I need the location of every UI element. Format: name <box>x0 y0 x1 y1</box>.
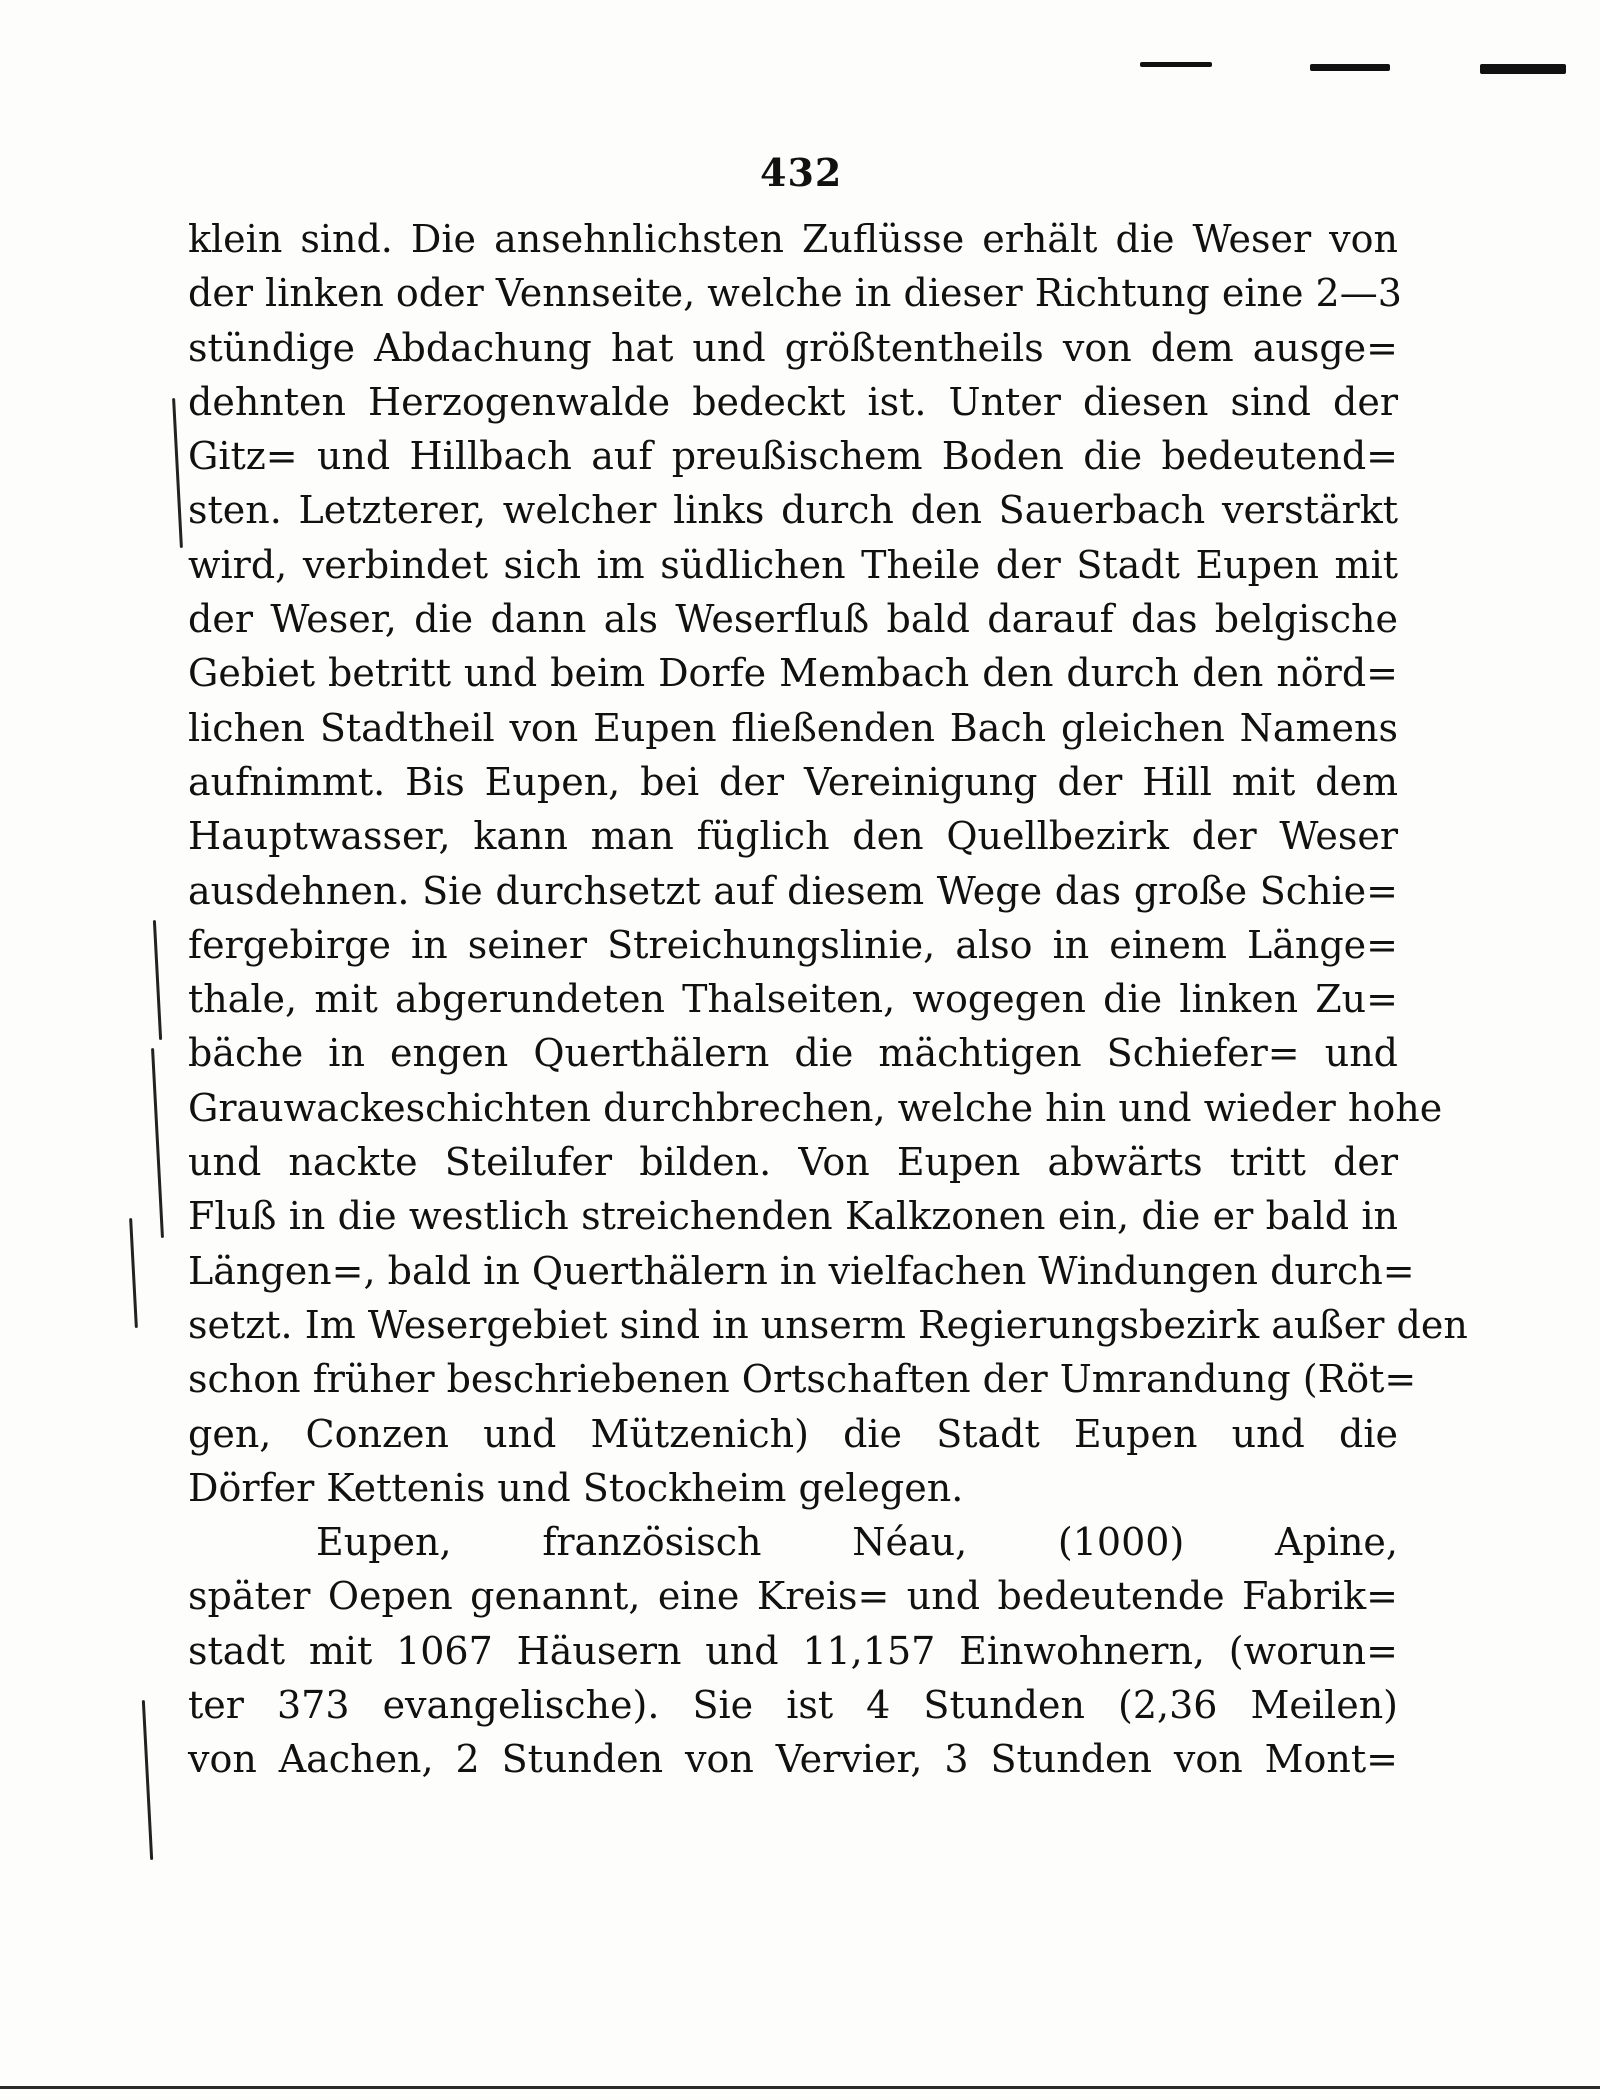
margin-pencil-mark <box>142 1700 153 1860</box>
text-line: lichen Stadtheil von Eupen fließenden Bach gleichen Namens <box>188 705 1398 750</box>
text-line: Gitz= und Hillbach auf preußischem Boden die bedeutend= <box>188 434 1398 479</box>
printer-mark <box>1480 64 1566 74</box>
printer-mark <box>1140 62 1212 67</box>
text-line: setzt. Im Wesergebiet sind in unserm Regierungsbezirk außer den <box>188 1302 1468 1347</box>
paragraph-start-line: Eupen, französisch Néau, (1000) Apine, <box>316 1520 1398 1565</box>
margin-pencil-mark <box>129 1218 138 1328</box>
text-line: stündige Abdachung hat und größtentheils von dem ausge= <box>188 325 1398 370</box>
body-text <box>188 212 1468 1787</box>
text-line: Gebiet betritt und beim Dorfe Membach den durch den nörd= <box>188 651 1398 696</box>
text-line: schon früher beschriebenen Ortschaften der Umrandung (Röt= <box>188 1357 1417 1402</box>
text-line: Grauwackeschichten durchbrechen, welche hin und wieder hohe <box>188 1085 1443 1130</box>
margin-pencil-mark <box>172 398 183 548</box>
text-line: sten. Letzterer, welcher links durch den Sauerbach verstärkt <box>188 488 1398 533</box>
text-line: von Aachen, 2 Stunden von Vervier, 3 Stunden von Mont= <box>188 1737 1398 1782</box>
text-line: Längen=, bald in Querthälern in vielfachen Windungen durch= <box>188 1248 1415 1293</box>
text-line: aufnimmt. Bis Eupen, bei der Vereinigung der Hill mit dem <box>188 759 1398 804</box>
text-line: Hauptwasser, kann man füglich den Quellbezirk der Weser <box>188 814 1398 859</box>
margin-pencil-mark <box>151 1048 164 1238</box>
text-line: gen, Conzen und Mützenich) die Stadt Eupen und die <box>188 1411 1398 1456</box>
text-line: ausdehnen. Sie durchsetzt auf diesem Wege das große Schie= <box>188 868 1398 913</box>
text-line: klein sind. Die ansehnlichsten Zuflüsse erhält die Weser von <box>188 217 1398 261</box>
text-line: wird, verbindet sich im südlichen Theile der Stadt Eupen mit <box>188 542 1398 587</box>
page-number: 432 <box>760 150 843 195</box>
text-line: ter 373 evangelische). Sie ist 4 Stunden (2,36 Meilen) <box>188 1683 1398 1728</box>
paragraph-end-line: Dörfer Kettenis und Stockheim gelegen. <box>188 1465 964 1510</box>
page-bottom-edge <box>0 2086 1600 2089</box>
printer-mark <box>1310 64 1390 71</box>
text-line: bäche in engen Querthälern die mächtigen Schiefer= und <box>188 1031 1398 1076</box>
text-line: der linken oder Vennseite, welche in dieser Richtung eine 2—3 <box>188 271 1402 316</box>
margin-pencil-mark <box>153 920 162 1040</box>
text-line: stadt mit 1067 Häusern und 11,157 Einwohnern, (worun= <box>188 1628 1398 1673</box>
text-line: thale, mit abgerundeten Thalseiten, wogegen die linken Zu= <box>188 977 1398 1022</box>
text-line: der Weser, die dann als Weserfluß bald darauf das belgische <box>188 597 1398 642</box>
text-line: später Oepen genannt, eine Kreis= und bedeutende Fabrik= <box>188 1574 1398 1619</box>
text-line: fergebirge in seiner Streichungslinie, also in einem Länge= <box>188 922 1398 967</box>
text-line: und nackte Steilufer bilden. Von Eupen abwärts tritt der <box>188 1140 1398 1185</box>
text-line: Fluß in die westlich streichenden Kalkzonen ein, die er bald in <box>188 1194 1398 1239</box>
text-line: dehnten Herzogenwalde bedeckt ist. Unter diesen sind der <box>188 379 1398 424</box>
